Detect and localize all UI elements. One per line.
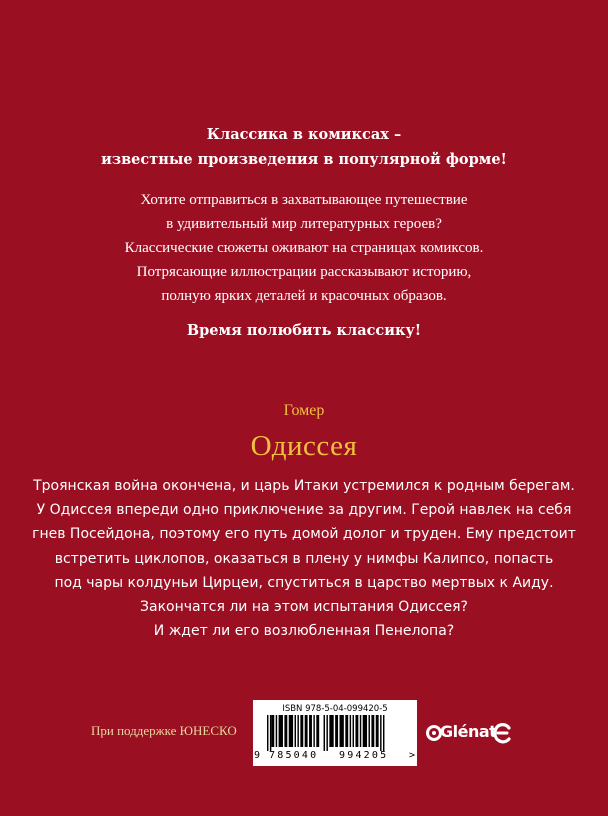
synopsis-line: Троянская война окончена, и царь Итаки устремился к родным берегам. [33, 478, 575, 494]
barcode-bar [284, 715, 287, 747]
barcode-bar [297, 715, 298, 747]
barcode-bars [257, 715, 413, 751]
barcode-bar [335, 715, 338, 747]
intro-line: Потрясающие иллюстрации рассказывают историю, [136, 264, 472, 280]
tagline-line: Классика в комиксах – [206, 126, 402, 143]
series-tagline [0, 122, 608, 172]
ean-lead-digit: 9 [254, 750, 261, 761]
barcode-bar [271, 715, 274, 747]
barcode-bar [350, 715, 351, 747]
publisher-glenat: Glénat [440, 722, 497, 741]
barcode-bar [371, 715, 374, 747]
barcode-bar [309, 715, 312, 747]
intro-line: Хотите отправиться в захватывающее путешествие [140, 192, 468, 208]
barcode-bar [369, 715, 370, 747]
barcode-bar [324, 715, 325, 751]
author-name: Гомер [283, 402, 325, 419]
ean-quiet-zone-mark: > [409, 750, 416, 761]
barcode-bar [345, 715, 348, 747]
barcode-bar [363, 715, 367, 747]
call-to-action: Время полюбить классику! [186, 322, 422, 339]
barcode-bar [270, 715, 271, 751]
intro-line: полную ярких деталей и красочных образов. [161, 288, 447, 304]
tagline-line: известные произведения в популярной форме! [101, 151, 507, 168]
barcode-bar [340, 715, 344, 747]
synopsis-line: У Одиссея впереди одно приключение за другим. Герой навлек на себя [36, 502, 572, 519]
barcode-bar [300, 715, 303, 747]
barcode-bar [267, 715, 268, 751]
barcode-bar [279, 715, 283, 747]
ean-digits [253, 750, 417, 764]
barcode-bar [353, 715, 354, 747]
isbn-barcode [253, 700, 417, 766]
book-title: Одиссея [250, 430, 358, 462]
barcode-bar [326, 715, 327, 751]
barcode-bar [329, 715, 333, 747]
barcode-bar [313, 715, 314, 747]
eksmo-logo-icon [490, 720, 514, 748]
synopsis-line: И ждет ли его возлюбленная Пенелопа? [153, 623, 455, 640]
barcode-bar [295, 715, 296, 747]
barcode-bar [376, 715, 379, 747]
series-intro [0, 188, 608, 308]
isbn-text: ISBN 978-5-04-099420-5 [282, 704, 388, 714]
ean-left-group: 785040 [269, 750, 319, 761]
unesco-support-note: При поддержке ЮНЕСКО [91, 723, 237, 738]
intro-line: Классические сюжеты оживают на страницах комиксов. [124, 240, 484, 256]
synopsis-line: под чары колдуньи Цирцеи, спуститься в царство мертвых к Аиду. [54, 574, 554, 591]
barcode-bar [316, 715, 319, 747]
barcode-bar [289, 715, 293, 747]
synopsis-line: встретить циклопов, оказаться в плену у нимфы Калипсо, попасть [54, 550, 554, 567]
book-synopsis [0, 474, 608, 643]
barcode-bar [276, 715, 277, 747]
synopsis-line: Закончатся ли на этом испытания Одиссея? [140, 599, 468, 616]
barcode-bar [383, 715, 384, 751]
barcode-bar [380, 715, 381, 751]
barcode-bar [305, 715, 308, 747]
barcode-bar [355, 715, 358, 747]
intro-line: в удивительный мир литературных героев? [166, 216, 442, 232]
barcode-bar [360, 715, 361, 747]
synopsis-line: гнев Посейдона, поэтому его путь домой долог и труден. Ему предстоит [32, 526, 576, 543]
ean-right-group: 994205 [339, 750, 389, 761]
